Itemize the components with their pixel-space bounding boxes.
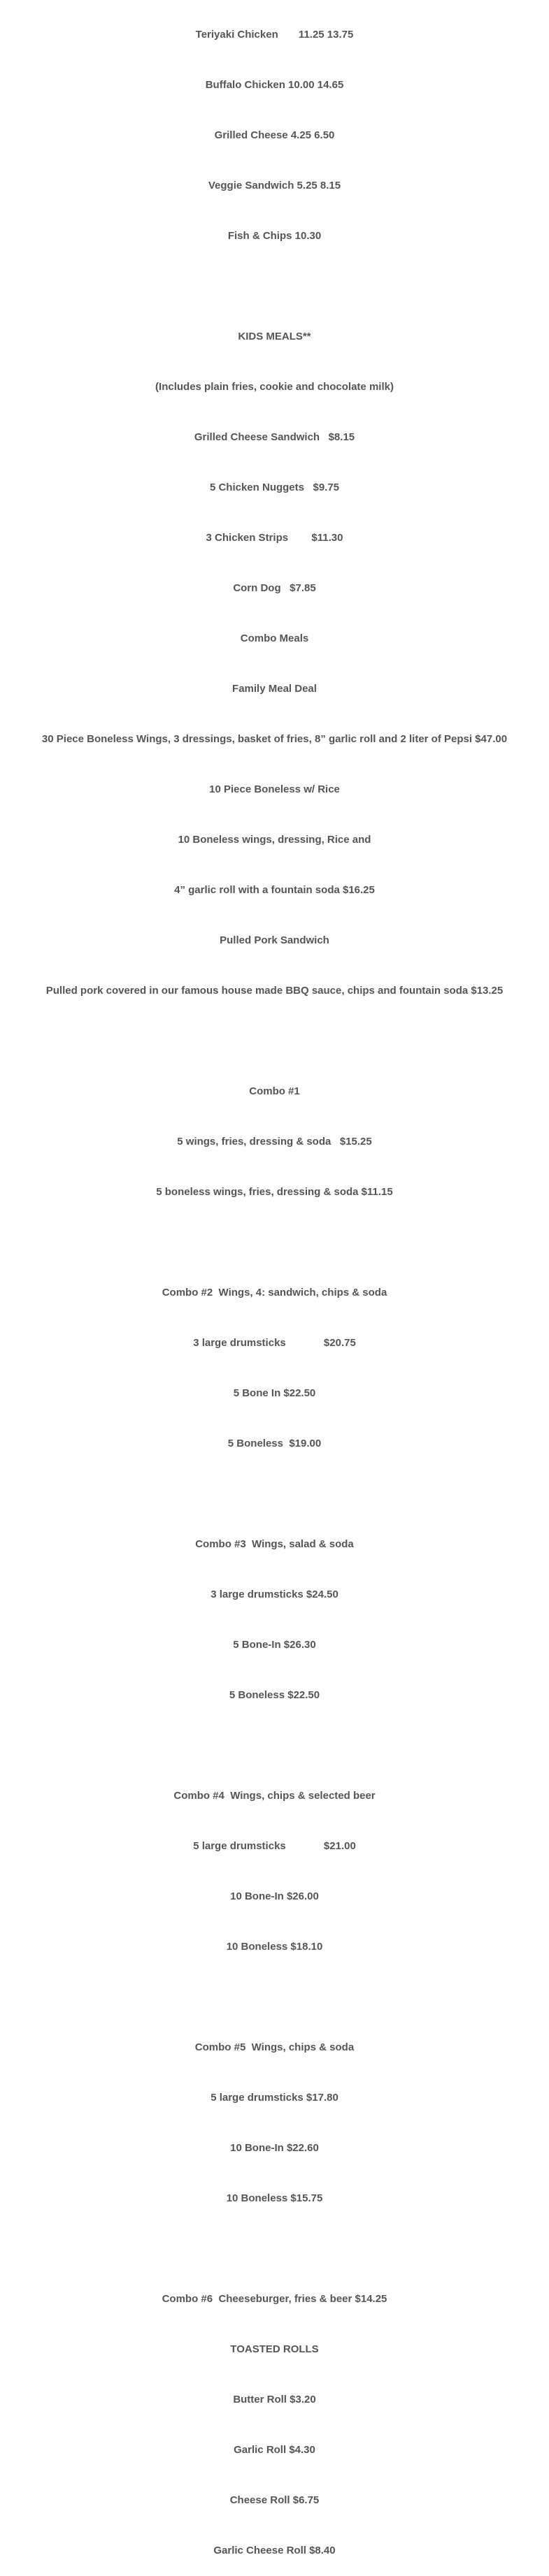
blank-line — [0, 1486, 549, 1503]
combo-3-option-bone-in: 5 Bone-In $26.30 — [233, 1639, 316, 1651]
combo-2-heading: Combo #2 Wings, 4: sandwich, chips & soda — [162, 1287, 387, 1298]
menu-line-veggie-sandwich: Veggie Sandwich 5.25 8.15 — [208, 180, 341, 191]
item-description-boneless-rice-1: 10 Boneless wings, dressing, Rice and — [178, 834, 371, 846]
combo-4-option-drumsticks: 5 large drumsticks $21.00 — [193, 1840, 356, 1852]
menu-line-kids-grilled-cheese: Grilled Cheese Sandwich $8.15 — [194, 431, 355, 443]
combo-5-option-drumsticks: 5 large drumsticks $17.80 — [211, 2092, 338, 2104]
menu-line-grilled-cheese: Grilled Cheese 4.25 6.50 — [214, 129, 335, 141]
kids-meals-note: (Includes plain fries, cookie and chocolate milk) — [155, 381, 394, 393]
menu-line-kids-corn-dog: Corn Dog $7.85 — [233, 582, 316, 594]
combo-5-option-boneless: 10 Boneless $15.75 — [226, 2192, 323, 2204]
item-heading-boneless-rice: 10 Piece Boneless w/ Rice — [209, 783, 340, 795]
combo-1-heading: Combo #1 — [249, 1085, 300, 1097]
combo-6-heading: Combo #6 Cheeseburger, fries & beer $14.25 — [162, 2293, 387, 2305]
blank-line — [0, 2241, 549, 2257]
combo-4-heading: Combo #4 Wings, chips & selected beer — [173, 1790, 376, 1802]
combo-5-option-bone-in: 10 Bone-In $22.60 — [230, 2142, 319, 2154]
menu-line-teriyaki-chicken: Teriyaki Chicken 11.25 13.75 — [195, 29, 354, 41]
combo-2-option-boneless: 5 Boneless $19.00 — [227, 1438, 322, 1449]
combo-1-option-boneless: 5 boneless wings, fries, dressing & soda $11.15 — [156, 1186, 393, 1198]
menu-line-garlic-cheese-roll: Garlic Cheese Roll $8.40 — [213, 2545, 336, 2556]
menu-line-buffalo-chicken: Buffalo Chicken 10.00 14.65 — [205, 79, 344, 91]
section-heading-kids-meals: KIDS MEALS** — [238, 331, 311, 342]
blank-line — [0, 1737, 549, 1754]
item-heading-family-meal-deal: Family Meal Deal — [232, 683, 317, 695]
menu-line-kids-chicken-strips: 3 Chicken Strips $11.30 — [206, 532, 343, 544]
menu-line-kids-nuggets: 5 Chicken Nuggets $9.75 — [209, 482, 340, 493]
combo-1-option-wings: 5 wings, fries, dressing & soda $15.25 — [177, 1136, 372, 1148]
combo-4-option-bone-in: 10 Bone-In $26.00 — [230, 1890, 319, 1902]
combo-5-heading: Combo #5 Wings, chips & soda — [194, 2041, 355, 2053]
item-heading-pulled-pork: Pulled Pork Sandwich — [220, 934, 329, 946]
combo-3-option-boneless: 5 Boneless $22.50 — [229, 1689, 320, 1701]
menu-line-butter-roll: Butter Roll $3.20 — [233, 2394, 316, 2405]
section-heading-combo-meals: Combo Meals — [240, 632, 309, 644]
item-description-boneless-rice-2: 4” garlic roll with a fountain soda $16.25 — [174, 884, 375, 896]
blank-line — [0, 1033, 549, 1050]
item-description-pulled-pork: Pulled pork covered in our famous house made BBQ sauce, chips and fountain soda $13.25 — [45, 985, 504, 997]
menu-line-garlic-roll: Garlic Roll $4.30 — [234, 2444, 315, 2456]
blank-line — [0, 1234, 549, 1251]
combo-2-option-bone-in: 5 Bone In $22.50 — [233, 1387, 316, 1399]
combo-3-heading: Combo #3 Wings, salad & soda — [195, 1538, 354, 1550]
blank-line — [0, 1989, 549, 2006]
menu-line-cheese-roll: Cheese Roll $6.75 — [229, 2494, 320, 2506]
combo-4-option-boneless: 10 Boneless $18.10 — [226, 1941, 323, 1953]
blank-line — [0, 278, 549, 295]
combo-3-option-drumsticks: 3 large drumsticks $24.50 — [211, 1589, 338, 1600]
combo-2-option-drumsticks: 3 large drumsticks $20.75 — [193, 1337, 356, 1349]
section-heading-toasted-rolls: TOASTED ROLLS — [230, 2343, 319, 2355]
menu-line-fish-chips: Fish & Chips 10.30 — [227, 230, 322, 242]
item-description-family-meal-deal: 30 Piece Boneless Wings, 3 dressings, basket of fries, 8” garlic roll and 2 liter of Pepsi $47.00 — [41, 733, 508, 745]
